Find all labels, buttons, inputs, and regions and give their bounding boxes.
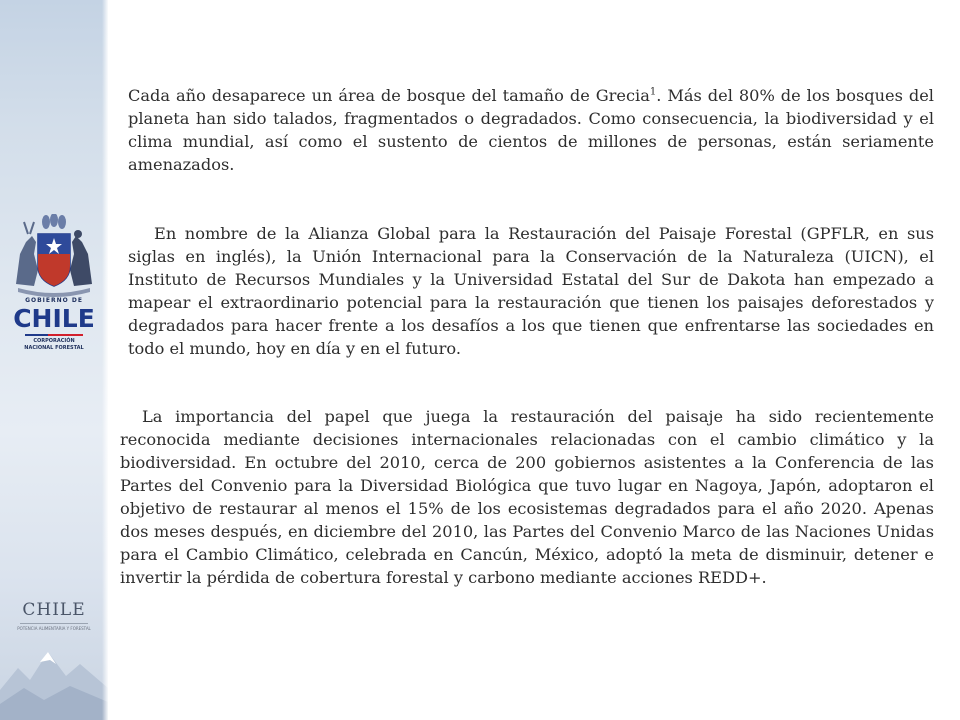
conaf-line-1: CORPORACIÓN — [33, 338, 75, 344]
gobierno-label: GOBIERNO DE — [25, 297, 83, 304]
paragraph-1-text: Cada año desaparece un área de bosque del tamaño de Grecia — [128, 86, 650, 105]
sidebar — [0, 0, 108, 720]
footnote-marker: 1 — [649, 86, 657, 98]
conaf-line-2: NACIONAL FORESTAL — [24, 345, 84, 351]
paragraph-3: La importancia del papel que juega la restauración del paisaje ha sido recientemente reconocida mediante decisiones internacionales relacionadas con el cambio climático y la biodiversidad. En octubre del 2010, cerca de 200 gobiernos asistentes a la Conferencia de las Partes del Convenio para la Diversidad Biológica que tuvo lugar en Nagoya, Japón, adoptaron el objetivo de restaurar al menos el 15% de los ecosistemas degradados para el año 2020. Apenas dos meses después, en diciembre del 2010, las Partes del Convenio Marco de las Naciones Unidas para el Cambio Climático, celebrada en Cancún, México, adoptó la meta de disminuir, detener e invertir la pérdida de cobertura forestal y carbono mediante acciones REDD+. — [120, 407, 934, 587]
brand-divider — [20, 623, 88, 624]
mountains-icon — [0, 630, 108, 720]
chile-logo: CHILE — [13, 304, 95, 333]
paragraph-1-rest: . Más del 80% de los bosques del planeta han sido talados, fragmentados o degradados. Como consecuencia, la biodiversidad y el clima mundial, así como el sustento de cientos de millones de personas, están seriamente amenazados. — [128, 86, 934, 174]
brand-tagline: POTENCIA ALIMENTARIA Y FORESTAL — [17, 626, 91, 631]
coat-of-arms-icon — [10, 214, 98, 298]
sidebar-edge — [102, 0, 108, 720]
paragraph-1 — [128, 84, 934, 176]
chile-brand-logo: CHILE — [22, 600, 86, 620]
conaf-label — [0, 338, 108, 352]
paragraph-2: En nombre de la Alianza Global para la Restauración del Paisaje Forestal (GPFLR, en sus siglas en inglés), la Unión Internacional para la Conservación de la Naturaleza (UICN), el Instituto de Recursos Mundiales y la Universidad Estatal del Sur de Dakota han empezado a mapear el extraordinario potencial para la restauración que tienen los paisajes deforestados y degradados para hacer frente a los desafíos a los que tienen que enfrentarse las sociedades en todo el mundo, hoy en día y en el futuro. — [128, 224, 934, 358]
flag-bar — [25, 334, 83, 336]
